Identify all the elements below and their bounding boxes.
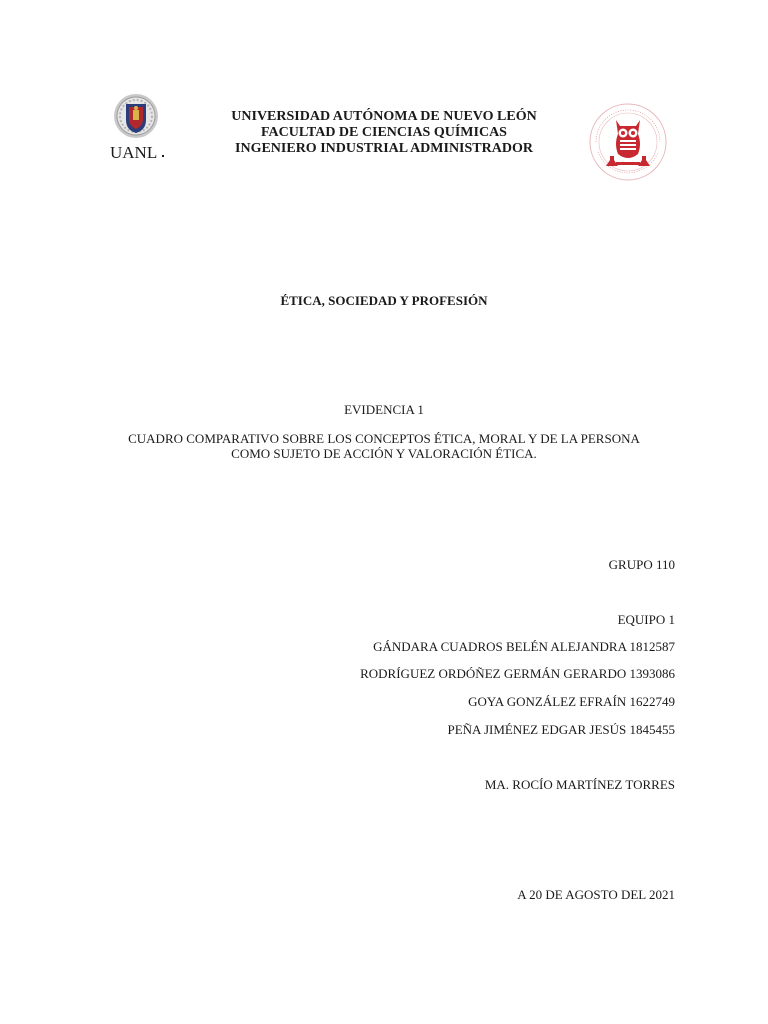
team-label: EQUIPO 1 xyxy=(617,612,675,627)
university-name: UNIVERSIDAD AUTÓNOMA DE NUEVO LEÓN xyxy=(231,109,537,124)
fcq-logo xyxy=(586,100,670,184)
member-4: PEÑA JIMÉNEZ EDGAR JESÚS 1845455 xyxy=(447,722,675,737)
member-1: GÁNDARA CUADROS BELÉN ALEJANDRA 1812587 xyxy=(373,639,675,654)
institution-header xyxy=(184,109,584,157)
group-label: GRUPO 110 xyxy=(608,557,675,572)
description-line-1: CUADRO COMPARATIVO SOBRE LOS CONCEPTOS ÉTICA, MORAL Y DE LA PERSONA xyxy=(128,431,640,446)
fcq-owl-seal-icon xyxy=(586,100,670,184)
uanl-crest-icon xyxy=(104,92,168,164)
evidence-label: EVIDENCIA 1 xyxy=(344,402,424,417)
assignment-description xyxy=(84,431,684,461)
date-label: A 20 DE AGOSTO DEL 2021 xyxy=(517,887,675,902)
teacher-name: MA. ROCÍO MARTÍNEZ TORRES xyxy=(484,777,675,792)
uanl-wordmark: UANL xyxy=(110,143,158,162)
member-3: GOYA GONZÁLEZ EFRAÍN 1622749 xyxy=(468,694,675,709)
member-2: RODRÍGUEZ ORDÓÑEZ GERMÁN GERARDO 1393086 xyxy=(360,666,675,681)
description-line-2: COMO SUJETO DE ACCIÓN Y VALORACIÓN ÉTICA. xyxy=(231,446,537,461)
program-name: INGENIERO INDUSTRIAL ADMINISTRADOR xyxy=(235,141,533,156)
uanl-logo xyxy=(104,92,168,164)
course-title: ÉTICA, SOCIEDAD Y PROFESIÓN xyxy=(280,293,488,308)
faculty-name: FACULTAD DE CIENCIAS QUÍMICAS xyxy=(261,125,507,140)
